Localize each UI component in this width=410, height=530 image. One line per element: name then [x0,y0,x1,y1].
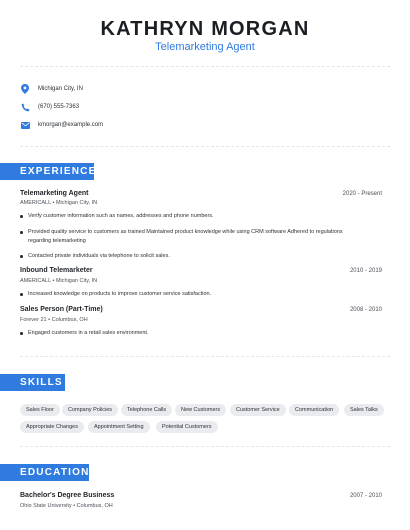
job-dates: 2008 - 2010 [349,307,382,313]
section-header-education: EDUCATION [0,464,89,481]
experience-divider [20,356,390,357]
job-bullet: Provided quality service to customers as trained Maintained product knowledge while using CRM software Adhered to regulations regarding telemarketing [20,228,370,246]
header-divider [20,66,390,67]
job-company-line: AMERICALL • Michigan City, IN [20,278,98,284]
education-school: Ohio State University [20,503,72,509]
job-company: Forever 21 [20,317,47,323]
contact-email [20,119,103,131]
bullet-dot [20,255,23,258]
job-title: Inbound Telemarketer [20,267,93,274]
job-company-line: AMERICALL • Michigan City, IN [20,200,98,206]
job-bullet: Engaged customers in a retail sales environment. [20,329,370,338]
job-bullet: Increased knowledge on products to improve customer service satisfaction. [20,290,370,299]
education-degree: Bachelor's Degree Business [20,492,115,499]
job-company: AMERICALL [20,200,51,206]
job-dates: 2020 - Present [342,191,382,197]
skill-tag: Communication [289,404,339,416]
bullet-dot [20,332,23,335]
contact-phone-text: (670) 555-7363 [38,104,80,110]
contact-divider [20,146,390,147]
location-pin-icon [20,84,30,94]
skill-tag: Telephone Calls [121,404,172,416]
job-company: AMERICALL [20,278,51,284]
resume-name: KATHRYN MORGAN [100,18,310,40]
contact-phone [20,101,79,113]
skill-tag: Sales Talks [344,404,384,416]
contact-location [20,83,83,95]
skill-tag: New Customers [175,404,226,416]
job-title: Sales Person (Part-Time) [20,306,103,313]
section-header-experience: EXPERIENCE [0,163,94,180]
job-location: Columbus, OH [51,317,88,323]
job-bullet: Verify customer information such as names, addresses and phone numbers. [20,212,370,221]
bullet-dot [20,231,23,234]
skill-tag: Appointment Setting [88,421,150,433]
education-location: Columbus, OH [76,503,113,509]
job-location: Michigan City, IN [55,278,98,284]
job-bullet: Contacted private individuals via telephone to solicit sales. [20,252,370,261]
job-dates: 2010 - 2019 [349,268,382,274]
resume-title: Telemarketing Agent [155,41,255,53]
education-dates: 2007 - 2010 [349,493,382,499]
skills-divider [20,446,390,447]
education-school-line: Ohio State University • Columbus, OH [20,503,113,509]
skill-tag: Potential Customers [156,421,218,433]
skill-tag: Sales Floor [20,404,60,416]
contact-location-text: Michigan City, IN [38,86,83,92]
bullet-dot [20,293,23,296]
skill-tag: Customer Service [230,404,286,416]
skill-tag: Appropriate Changes [20,421,84,433]
bullet-dot [20,215,23,218]
job-title: Telemarketing Agent [20,190,89,197]
job-company-line: Forever 21 • Columbus, OH [20,317,88,323]
phone-icon [20,102,30,112]
skill-tag: Company Policies [62,404,118,416]
contact-email-text: kmorgan@example.com [38,122,104,128]
mail-icon [20,120,30,130]
section-header-skills: SKILLS [0,374,65,391]
job-location: Michigan City, IN [55,200,98,206]
